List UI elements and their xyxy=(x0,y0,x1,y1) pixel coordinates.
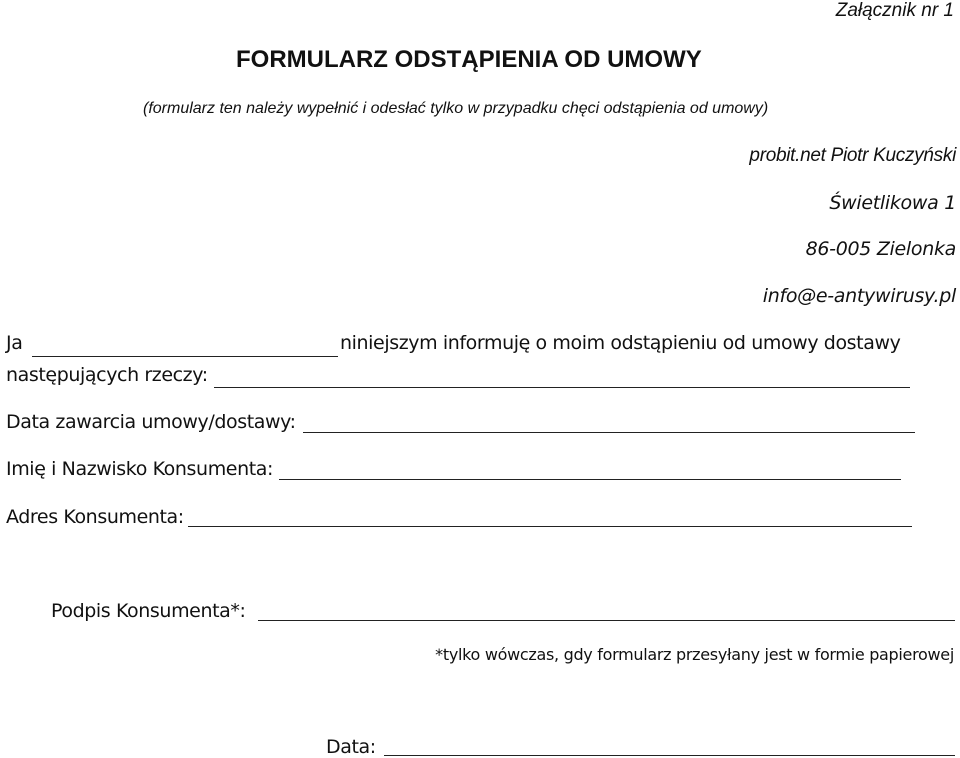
footnote: *tylko wówczas, gdy formularz przesyłany jest w formie papierowej xyxy=(435,645,954,664)
date-blank[interactable] xyxy=(384,755,955,756)
annex-label: Załącznik nr 1 xyxy=(835,0,954,21)
intro-suffix: niniejszym informuję o moim odstąpieniu od umowy dostawy xyxy=(340,332,901,354)
consumer-name-blank[interactable] xyxy=(32,356,338,357)
date-contract-blank[interactable] xyxy=(303,432,915,433)
recipient-company: probit.net Piotr Kuczyński xyxy=(749,145,956,166)
recipient-city: 86-005 Zielonka xyxy=(805,238,956,260)
intro-prefix: Ja xyxy=(6,332,23,354)
address-blank[interactable] xyxy=(188,526,912,527)
address-label: Adres Konsumenta: xyxy=(6,506,184,528)
date-contract-label: Data zawarcia umowy/dostawy: xyxy=(6,411,296,433)
items-blank[interactable] xyxy=(214,387,910,388)
date-label: Data: xyxy=(326,736,376,758)
name-label: Imię i Nazwisko Konsumenta: xyxy=(6,458,274,480)
recipient-street: Świetlikowa 1 xyxy=(829,192,956,214)
name-blank[interactable] xyxy=(279,479,901,480)
signature-blank[interactable] xyxy=(258,620,955,621)
items-label: następujących rzeczy: xyxy=(6,364,208,386)
form-title: FORMULARZ ODSTĄPIENIA OD UMOWY xyxy=(236,46,702,73)
signature-label: Podpis Konsumenta*: xyxy=(51,600,246,622)
form-subtitle: (formularz ten należy wypełnić i odesłać tylko w przypadku chęci odstąpienia od umowy) xyxy=(143,100,769,117)
recipient-email: info@e-antywirusy.pl xyxy=(762,285,956,307)
